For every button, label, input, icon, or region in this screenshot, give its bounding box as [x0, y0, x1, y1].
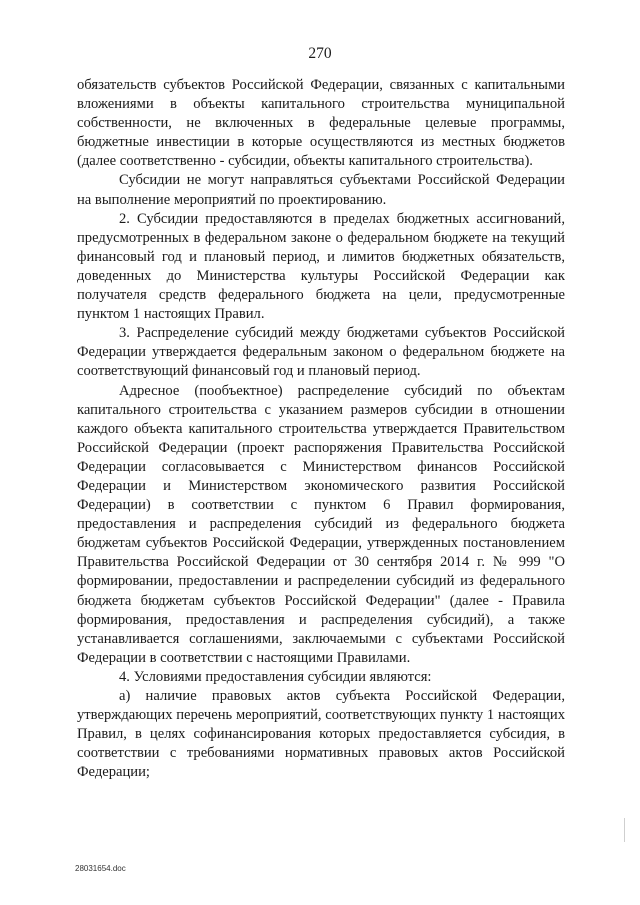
footer-file-name: 28031654.doc: [75, 864, 126, 873]
paragraph-clause-4a: а) наличие правовых актов субъекта Российской Федерации, утверждающих перечень мероприятий, соответствующих пункту 1 настоящих Правил, в целях софинансирования которых предоставляется субсидия, в соответствии с требованиями нормативных правовых актов Российской Федерации;: [77, 688, 565, 781]
paragraph-subsidy-restriction: Субсидии не могут направляться субъектами Российской Федерации на выполнение мероприятий по проектированию.: [77, 172, 565, 208]
paragraph-continuation: обязательств субъектов Российской Федерации, связанных с капитальными вложениями в объекты капитального строительства муниципальной собственности, не включенных в федеральные целевые программы, бюджетные инвестиции в которые осуществляются из местных бюджетов (далее соответственно - субсидии, объекты капитального строительства).: [77, 77, 565, 170]
paragraph-clause-4: 4. Условиями предоставления субсидии являются:: [119, 668, 432, 685]
paragraph-clause-2: 2. Субсидии предоставляются в пределах бюджетных ассигнований, предусмотренных в федеральном законе о федеральном бюджете на текущий финансовый год и плановый период, и лимитов бюджетных обязательств, доведенных до Министерства культуры Российской Федерации как получателя средств федерального бюджета на цели, предусмотренные пунктом 1 настоящих Правил.: [77, 210, 565, 323]
paragraph-address-distribution: Адресное (пообъектное) распределение субсидий по объектам капитального строительства с указанием размеров субсидии в отношении каждого объекта капитального строительства утверждается Правительством Российской Федерации (проект распоряжения Правительства Российской Федерации согласовывается с Министерством финансов Российской Федерации и Министерством экономического развития Российской Федерации) в соответствии с пунктом 6 Правил формирования, предоставления и распределения субсидий из федерального бюджета бюджетам субъектов Российской Федерации, утвержденных постановлением Правительства Российской Федерации от 30 сентября 2014 г. № 999 "О формировании, предоставлении и распределении субсидий из федерального бюджета бюджетам субъектов Российской Федерации" (далее - Правила формирования, предоставления и распределения субсидий), а также устанавливается соглашениями, заключаемыми с субъектами Российской Федерации в соответствии с настоящими Правилами.: [77, 382, 565, 666]
paragraph-clause-3: 3. Распределение субсидий между бюджетами субъектов Российской Федерации утверждается федеральным законом о федеральном бюджете на соответствующий финансовый год и плановый период.: [77, 325, 565, 380]
document-body: [77, 76, 565, 782]
scan-edge-mark: [624, 818, 625, 842]
page-number: 270: [308, 45, 332, 62]
